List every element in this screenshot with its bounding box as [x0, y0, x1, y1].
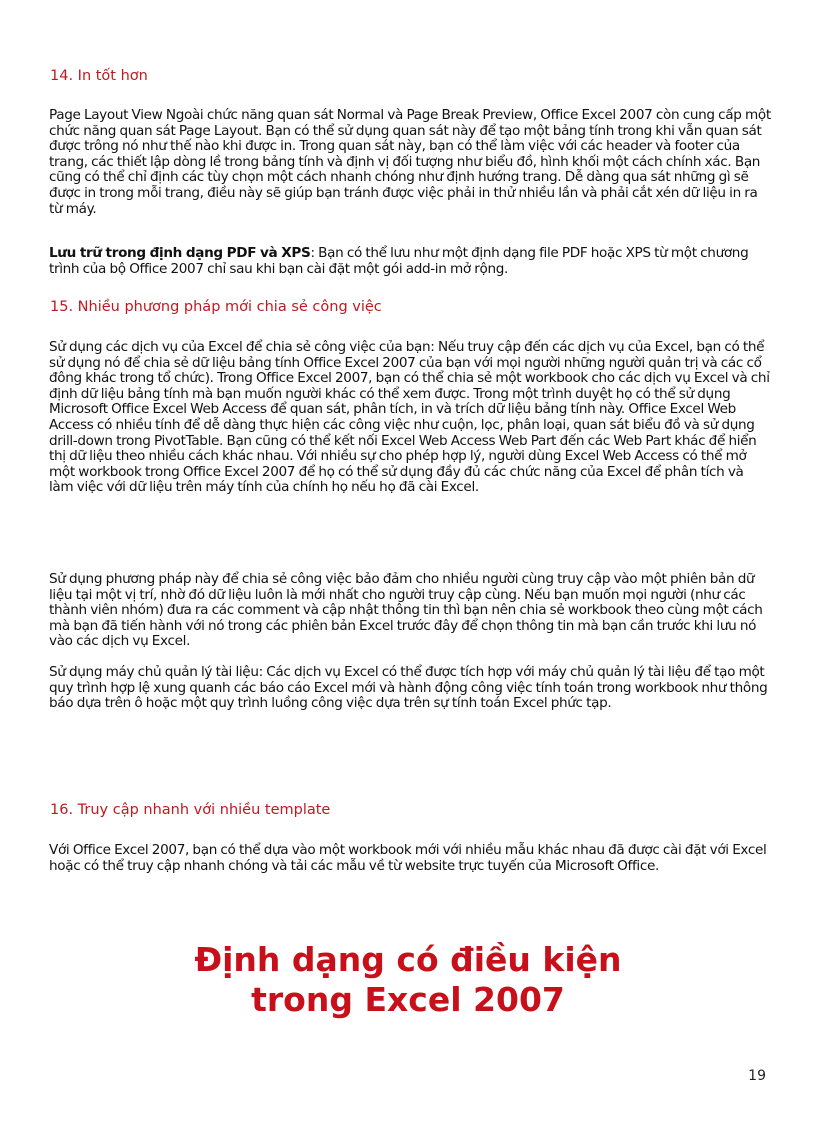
section-15-paragraph-2: Sử dụng phương pháp này để chia sẻ công việc bảo đảm cho nhiều người cùng truy cập vào một phiên bản dữ liệu tại một vị trí, nhờ đó dữ liệu luôn là mới nhất cho người truy cập cùng. Nếu bạn muốn mọi người (như các thành viên nhóm) đưa ra các comment và cập nhật thông tin thì bạn nên chia sẻ workbook theo cùng một cách mà bạn đã tiến hành với nó trong các phiên bản Excel trước đây để chọn thông tin mà bạn cần trước khi lưu nó vào các dịch vụ Excel. — [49, 571, 763, 650]
section-14-paragraph-2 — [49, 246, 771, 277]
section-16-paragraph-1: Với Office Excel 2007, bạn có thể dựa vào một workbook mới với nhiều mẫu khác nhau đã được cài đặt với Excel hoặc có thể truy cập nhanh chóng và tải các mẫu về từ website trực tuyến của Microsoft Office. — [49, 842, 767, 874]
section-14-heading: 14. In tốt hơn — [50, 68, 148, 84]
page-number: 19 — [748, 1068, 766, 1084]
section-16-heading: 16. Truy cập nhanh với nhiều template — [50, 802, 331, 818]
pdf-xps-bold-label: Lưu trữ trong định dạng PDF và XPS — [49, 245, 311, 261]
section-14-paragraph-1: Page Layout View Ngoài chức năng quan sát Normal và Page Break Preview, Office Excel 2007 còn cung cấp một chức năng quan sát Page Layout. Bạn có thể sử dụng quan sát này để tạo một bảng tính trong khi vẫn quan sát được trông nó như thế nào khi được in. Trong quan sát này, bạn có thể làm việc với các header và footer của trang, các thiết lập dòng lề trong bảng tính và định vị đối tượng như biểu đồ, hình khối một cách chính xác. Bạn cũng có thể chỉ định các tùy chọn một cách nhanh chóng như định hướng trang. Dễ dàng qua sát những gì sẽ được in trong mỗi trang, điều này sẽ giúp bạn tránh được việc phải in thử nhiều lần và phải cắt xén dữ liệu in ra từ máy. — [49, 107, 771, 217]
chapter-title — [0, 940, 816, 1020]
pdf-xps-text: : Bạn có thể lưu như một định dạng file PDF hoặc XPS từ một chương trình của bộ Office 2007 chỉ sau khi bạn cài đặt một gói add-in mở rộng. — [49, 245, 749, 277]
chapter-title-line-1: Định dạng có điều kiện — [194, 940, 622, 979]
section-15-heading: 15. Nhiều phương pháp mới chia sẻ công việc — [50, 299, 382, 315]
chapter-title-line-2: trong Excel 2007 — [251, 980, 565, 1019]
section-15-paragraph-1: Sử dụng các dịch vụ của Excel để chia sẻ công việc của bạn: Nếu truy cập đến các dịch vụ của Excel, bạn có thể sử dụng nó để chia sẻ dữ liệu bảng tính Office Excel 2007 của bạn với mọi người những người quản trị và các cổ đông khác trong tổ chức). Trong Office Excel 2007, bạn có thể chia sẻ một workbook cho các dịch vụ Excel và chỉ định dữ liệu bảng tính mà bạn muốn người khác có thể xem được. Trong một trình duyệt họ có thể sử dụng Microsoft Office Excel Web Access để quan sát, phân tích, in và trích dữ liệu bảng tính này. Office Excel Web Access có nhiều tính để dễ dàng thực hiện các công việc như cuộn, lọc, phân loại, quan sát biểu đồ và sử dụng drill-down trong PivotTable. Bạn cũng có thể kết nối Excel Web Access Web Part đến các Web Part khác để hiển thị dữ liệu theo nhiều cách khác nhau. Với nhiều sự cho phép hợp lý, người dùng Excel Web Access có thể mở một workbook trong Office Excel 2007 để họ có thể sử dụng đầy đủ các chức năng của Excel để phân tích và làm việc với dữ liệu trên máy tính của chính họ nếu họ đã cài Excel. — [49, 339, 770, 496]
section-15-paragraph-3: Sử dụng máy chủ quản lý tài liệu: Các dịch vụ Excel có thể được tích hợp với máy chủ quản lý tài liệu để tạo một quy trình hợp lệ xung quanh các báo cáo Excel mới và hành động công việc tính toán trong workbook như thông báo dựa trên ô hoặc một quy trình luồng công việc dựa trên sự tính toán Excel phức tạp. — [49, 664, 768, 712]
